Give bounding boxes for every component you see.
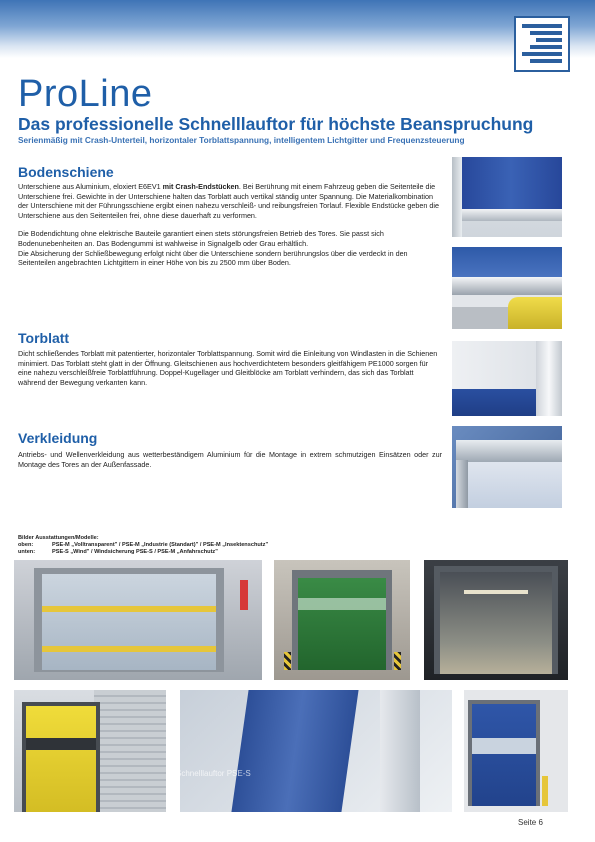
curtain-blue xyxy=(452,389,536,416)
photo-windsicherung-pse-s xyxy=(180,690,452,812)
green-curtain xyxy=(298,578,386,670)
page-number: Seite 6 xyxy=(518,818,543,827)
paragraph: Antriebs- und Wellenverkleidung aus wetterbeständigem Aluminium für die Montage in extrem schmutzigen Einsätzen oder zur Montage des Tores an der Außenfassade. xyxy=(18,450,442,469)
photo-cover-detail xyxy=(452,426,562,508)
section-text-bodenschiene xyxy=(18,182,442,268)
photo-floor-seal-detail xyxy=(452,247,562,329)
floor xyxy=(452,307,508,329)
text-bold: mit Crash-Endstücken xyxy=(162,182,239,191)
section-heading-torblatt: Torblatt xyxy=(18,330,70,346)
photo-pse-m-industrie xyxy=(274,560,410,680)
photo-watermark: Schnelllauftor PSE-S xyxy=(176,769,251,778)
photo-pse-s-wind xyxy=(14,690,166,812)
photo-pse-m-insektenschutz xyxy=(424,560,568,680)
bollard xyxy=(542,776,548,806)
header-gradient-band xyxy=(0,0,595,58)
ceiling-light xyxy=(464,590,528,594)
caption-text: PSE-M „Volltransparent" / PSE-M „Industrie (Standart)" / PSE-M „Insektenschutz" xyxy=(52,542,269,548)
photo-pse-m-volltransparent xyxy=(14,560,262,680)
curtain-blue xyxy=(452,247,562,277)
yellow-stripe xyxy=(42,646,216,652)
page-tagline: Serienmäßig mit Crash-Unterteil, horizontaler Torblattspannung, intelligentem Lichtgitter und Frequenzsteuerung xyxy=(18,135,465,145)
caption-row-top xyxy=(18,542,268,549)
window-strip xyxy=(26,738,96,750)
curtain-blue xyxy=(231,690,358,812)
section-heading-verkleidung: Verkleidung xyxy=(18,430,98,446)
yellow-curtain xyxy=(26,706,96,812)
curtain-blue xyxy=(468,462,562,508)
yellow-stripe xyxy=(42,606,216,612)
page-subtitle: Das professionelle Schnelllauftor für höchste Beanspruchung xyxy=(18,114,534,134)
paragraph: Die Bodendichtung ohne elektrische Bauteile garantiert einen stets störungsfreien Betrieb des Tores. Sie passt sich Bodenunebenheiten an. Das Bodengummi ist wahlweise in Signalgelb oder Grau erhältlich. xyxy=(18,229,384,248)
captions-heading: Bilder Ausstattungen/Modelle: xyxy=(18,535,99,541)
side-frame xyxy=(456,460,468,508)
page-title: ProLine xyxy=(18,73,153,115)
curtain-blue xyxy=(460,157,562,211)
side-frame xyxy=(380,690,420,812)
caption-text: PSE-S „Wind" / Windsicherung PSE-S / PSE-M „Anfahrschutz" xyxy=(52,549,218,555)
window-strip xyxy=(298,598,386,610)
bottom-rail xyxy=(452,277,562,295)
section-text-torblatt xyxy=(18,349,442,387)
paragraph: Dicht schließendes Torblatt mit patentierter, horizontaler Torblattspannung. Somit wird die Einleitung von Windlasten in die Schienen minimiert. Das Torblatt steht glatt in der Öffnung. Gleitschienen aus hochverdichtetem besonders gleitfähigem PE1000 sorgen für eine nahezu verschleißfreie Torblattführung. Doppel-Kugellager und Gleitblöcke am Torblatt verhindern, das sich das Torblatt während der Bewegung verkanten kann. xyxy=(18,349,438,387)
section-heading-bodenschiene: Bodenschiene xyxy=(18,164,114,180)
bollard xyxy=(284,652,291,670)
wall-cladding xyxy=(94,690,166,812)
side-frame xyxy=(452,157,462,237)
caption-row-bottom xyxy=(18,549,268,556)
paragraph: Die Absicherung der Schließbewegung erfolgt nicht über die Unterschiene sondern berührungslos über die verdeckt in den Seitenteilen angebrachten Lichtgittern in einer Höhe von bis zu 2500 mm über Boden. xyxy=(18,248,408,268)
side-frame xyxy=(536,341,562,416)
bottom-rail xyxy=(460,209,562,221)
bollard xyxy=(394,652,401,670)
transparent-curtain xyxy=(42,574,216,670)
section-text-verkleidung xyxy=(18,450,442,469)
photo-bottom-rail-detail xyxy=(452,157,562,237)
photo-pse-m-anfahrschutz xyxy=(464,690,568,812)
yellow-floor-seal xyxy=(508,297,562,329)
caption-label: unten: xyxy=(18,549,36,555)
paragraph xyxy=(18,182,442,220)
aluminium-cover xyxy=(456,440,562,462)
curtain-white xyxy=(452,341,536,389)
company-logo-icon xyxy=(514,16,570,72)
image-captions xyxy=(18,535,268,556)
text-run: Unterschiene aus Aluminium, eloxiert E6EV1 xyxy=(18,182,163,191)
text-run: . Bei Berührung mit einem Fahrzeug geben die Seitenteile die Unterschiene frei. Gewichte in der Unterschiene halten das Torblatt auch vertikal ständig unter Spannung. Die Materialkombination der Unterschiene mit der Führungsschiene ergibt einen nahezu verschleiß- und reibungsfreien Torlauf. Flexible Endstücke geben die Unterschiene aus den Seitenteilen frei, ohne diese dauerhaft zu verformen. xyxy=(18,182,439,220)
signal-light xyxy=(240,580,248,610)
mesh-curtain xyxy=(440,572,552,674)
curtain-blue xyxy=(472,704,536,806)
window-strip xyxy=(472,738,536,754)
caption-label: oben: xyxy=(18,542,34,548)
photo-curtain-detail xyxy=(452,341,562,416)
